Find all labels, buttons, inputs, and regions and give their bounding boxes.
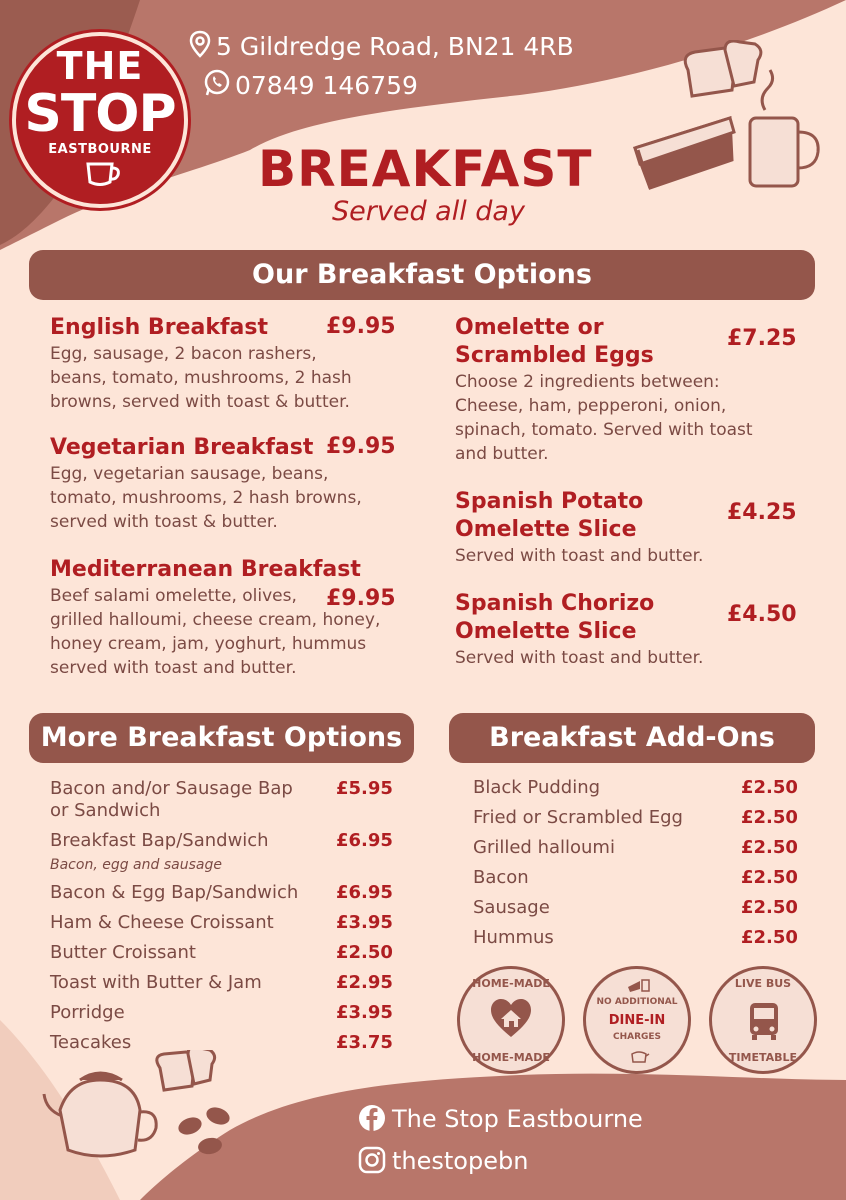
menu-row-price: £6.95 [336,882,393,903]
facebook-text: The Stop Eastbourne [392,1105,643,1133]
teapot-illustration [40,1050,240,1170]
menu-row-price: £3.75 [336,1032,393,1053]
option-price: £4.25 [727,500,797,525]
menu-row-price: £5.95 [336,778,393,799]
page-subtitle: Served all day [332,196,525,227]
bus-badge-bottom: TIMETABLE [728,1051,798,1064]
address-line [188,30,574,61]
logo-stop: STOP [24,84,176,144]
menu-row-name: Toast with Butter & Jam [50,972,262,993]
addon-price: £2.50 [741,837,798,858]
option-name: Vegetarian Breakfast [50,435,314,460]
option-name-line: Omelette or [455,315,604,340]
option-desc-line: served with toast & butter. [50,512,278,532]
option-price: £4.50 [727,602,797,627]
option-desc-line: Beef salami omelette, olives, [50,586,297,606]
addon-name: Grilled halloumi [473,837,615,858]
bus-timetable-badge [709,966,817,1074]
option-desc-line: Cheese, ham, pepperoni, onion, [455,396,727,416]
option-desc-line: grilled halloumi, cheese cream, honey, [50,610,381,630]
option-name: Mediterranean Breakfast [50,557,361,582]
option-price: £9.95 [326,434,396,459]
mug-icon [750,70,818,186]
option-desc-line: browns, served with toast & butter. [50,392,350,412]
addon-price: £2.50 [741,897,798,918]
menu-row-price: £3.95 [336,912,393,933]
menu-row-note: Bacon, egg and sausage [50,857,222,873]
teapot-icon [44,1073,156,1156]
coffee-cup-icon [84,160,124,190]
instagram-icon [358,1146,386,1174]
addon-name: Fried or Scrambled Egg [473,807,683,828]
option-price: £9.95 [326,586,396,611]
option-item [455,314,815,466]
menu-row-name: Teacakes [50,1032,132,1053]
option-desc-line: Egg, sausage, 2 bacon rashers, [50,344,317,364]
option-desc-line: Choose 2 ingredients between: [455,372,720,392]
homemade-badge-bottom: HOME-MADE [472,1051,550,1064]
option-item [50,314,410,414]
addon-name: Hummus [473,927,554,948]
food-illustration [630,40,830,200]
phone-text: 07849 146759 [235,71,418,100]
dinein-line2: DINE-IN [608,1013,666,1028]
heart-house-icon [489,997,533,1041]
option-desc-line: beans, tomato, mushrooms, 2 hash [50,368,352,388]
addon-name: Bacon [473,867,529,888]
option-desc-line: Served with toast and butter. [455,648,704,668]
addon-price: £2.50 [741,807,798,828]
option-name-line: Spanish Potato [455,489,644,514]
menu-row-name: Bacon & Egg Bap/Sandwich [50,882,299,903]
toast-icon [157,1050,215,1090]
homemade-badge [457,966,565,1074]
option-desc-line: spinach, tomato. Served with toast [455,420,753,440]
addon-price: £2.50 [741,777,798,798]
option-item [455,488,815,568]
option-name-line: Omelette Slice [455,517,637,542]
teapot-icon [628,1049,650,1065]
cake-icon [626,975,652,993]
bus-icon [742,999,786,1043]
option-desc-line: tomato, mushrooms, 2 hash browns, [50,488,362,508]
address-text: 5 Gildredge Road, BN21 4RB [216,32,574,61]
dinein-line1: NO ADDITIONAL [596,997,678,1007]
menu-row-name: Breakfast Bap/Sandwich [50,830,269,851]
menu-row-price: £2.95 [336,972,393,993]
option-item [50,434,410,534]
option-name: English Breakfast [50,315,268,340]
page-title: BREAKFAST [258,140,593,198]
homemade-badge-top: HOME-MADE [472,977,550,990]
option-desc-line: and butter. [455,444,549,464]
phone-line[interactable] [203,69,418,100]
option-name-line: Scrambled Eggs [455,343,654,368]
menu-row-name: Ham & Cheese Croissant [50,912,274,933]
option-price: £7.25 [727,326,797,351]
option-price: £9.95 [326,314,396,339]
cake-icon [635,118,734,188]
menu-row-name: or Sandwich [50,800,161,821]
instagram-link[interactable] [358,1146,528,1175]
menu-row-price: £3.95 [336,1002,393,1023]
option-name-line: Omelette Slice [455,619,637,644]
option-desc-line: Egg, vegetarian sausage, beans, [50,464,329,484]
menu-row-name: Bacon and/or Sausage Bap [50,778,293,799]
facebook-icon [358,1104,386,1132]
logo-town: EASTBOURNE [48,142,152,157]
dinein-badge [583,966,691,1074]
whatsapp-icon [203,69,231,97]
dinein-line3: CHARGES [612,1032,662,1042]
menu-row-name: Butter Croissant [50,942,196,963]
location-pin-icon [188,30,212,58]
bus-badge-top: LIVE BUS [734,977,792,990]
logo [12,32,188,208]
option-desc-line: Served with toast and butter. [455,546,704,566]
menu-row-price: £6.95 [336,830,393,851]
instagram-text: thestopebn [392,1147,529,1175]
option-name-line: Spanish Chorizo [455,591,655,616]
coffee-beans-icon [176,1104,232,1156]
addon-name: Sausage [473,897,550,918]
addon-price: £2.50 [741,867,798,888]
toast-icon [685,41,761,96]
options-banner: Our Breakfast Options [29,250,815,300]
facebook-link[interactable] [358,1104,643,1133]
option-item [455,590,815,670]
option-desc-line: served with toast and butter. [50,658,297,678]
logo-the: THE [56,44,144,88]
option-item [50,556,410,680]
more-options-banner: More Breakfast Options [29,713,414,763]
menu-row-price: £2.50 [336,942,393,963]
option-desc-line: honey cream, jam, yoghurt, hummus [50,634,367,654]
addons-banner: Breakfast Add-Ons [449,713,815,763]
menu-row-name: Porridge [50,1002,125,1023]
addon-name: Black Pudding [473,777,601,798]
addon-price: £2.50 [741,927,798,948]
